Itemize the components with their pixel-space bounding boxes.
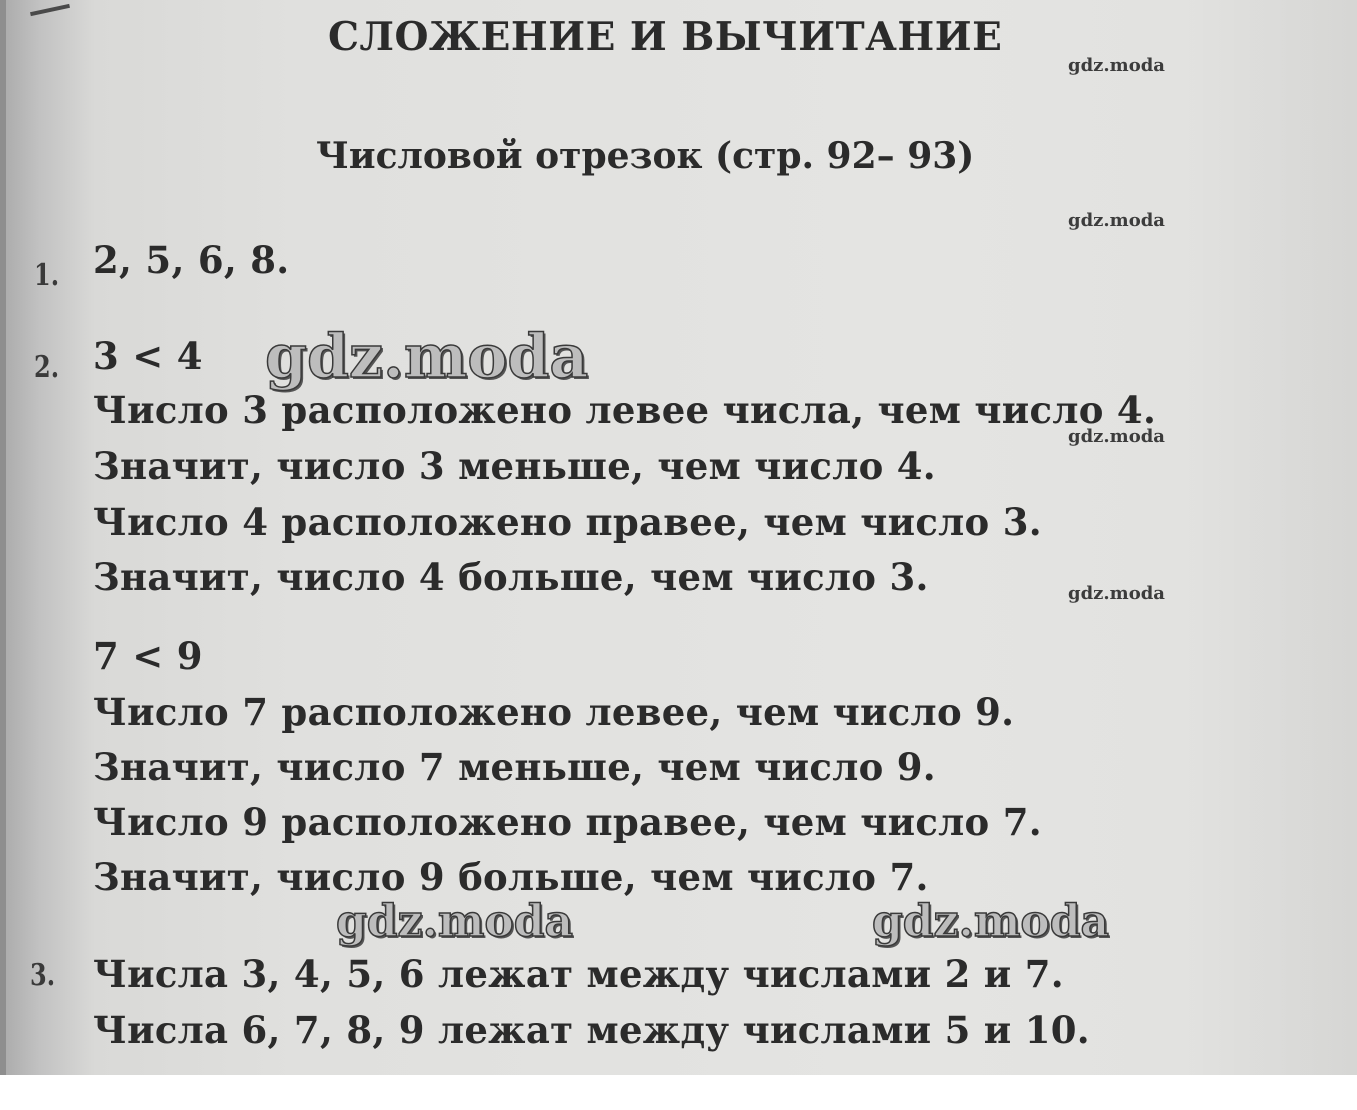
answer-line: Число 9 расположено правее, чем число 7. bbox=[93, 800, 1042, 844]
watermark-small: gdz.moda bbox=[1068, 55, 1165, 76]
bottom-margin bbox=[0, 1075, 1357, 1110]
answer-line: Значит, число 7 меньше, чем число 9. bbox=[93, 745, 936, 789]
answer-line: Значит, число 3 меньше, чем число 4. bbox=[93, 444, 936, 488]
answer-line: Число 7 расположено левее, чем число 9. bbox=[93, 690, 1015, 734]
answer-line: Значит, число 4 больше, чем число 3. bbox=[93, 555, 929, 599]
answer-line: Число 4 расположено правее, чем число 3. bbox=[93, 500, 1042, 544]
task-number: 1. bbox=[34, 258, 60, 293]
answer-line: Числа 3, 4, 5, 6 лежат между числами 2 и 7. bbox=[93, 952, 1064, 996]
task-number: 3. bbox=[30, 958, 56, 993]
answer-line: 7 < 9 bbox=[93, 634, 203, 678]
watermark-large: gdz.moda bbox=[336, 896, 574, 947]
answer-line: Числа 6, 7, 8, 9 лежат между числами 5 и 10. bbox=[93, 1008, 1090, 1052]
page-edge-line bbox=[30, 4, 70, 16]
page-edge-line bbox=[0, 0, 6, 1075]
document-title: СЛОЖЕНИЕ И ВЫЧИТАНИЕ bbox=[328, 14, 1003, 60]
task-number: 2. bbox=[34, 350, 60, 385]
watermark-small: gdz.moda bbox=[1068, 583, 1165, 604]
section-title: Числовой отрезок (стр. 92– 93) bbox=[316, 135, 975, 177]
bleed-through-shading bbox=[1180, 0, 1357, 1075]
watermark-large: gdz.moda bbox=[265, 322, 589, 392]
watermark-small: gdz.moda bbox=[1068, 426, 1165, 447]
watermark-small: gdz.moda bbox=[1068, 210, 1165, 231]
answer-line: 3 < 4 bbox=[93, 334, 203, 378]
answer-line: 2, 5, 6, 8. bbox=[93, 238, 290, 282]
watermark-large: gdz.moda bbox=[872, 896, 1110, 947]
answer-line: Число 3 расположено левее числа, чем число 4. bbox=[93, 388, 1157, 432]
answer-line: Значит, число 9 больше, чем число 7. bbox=[93, 855, 929, 899]
